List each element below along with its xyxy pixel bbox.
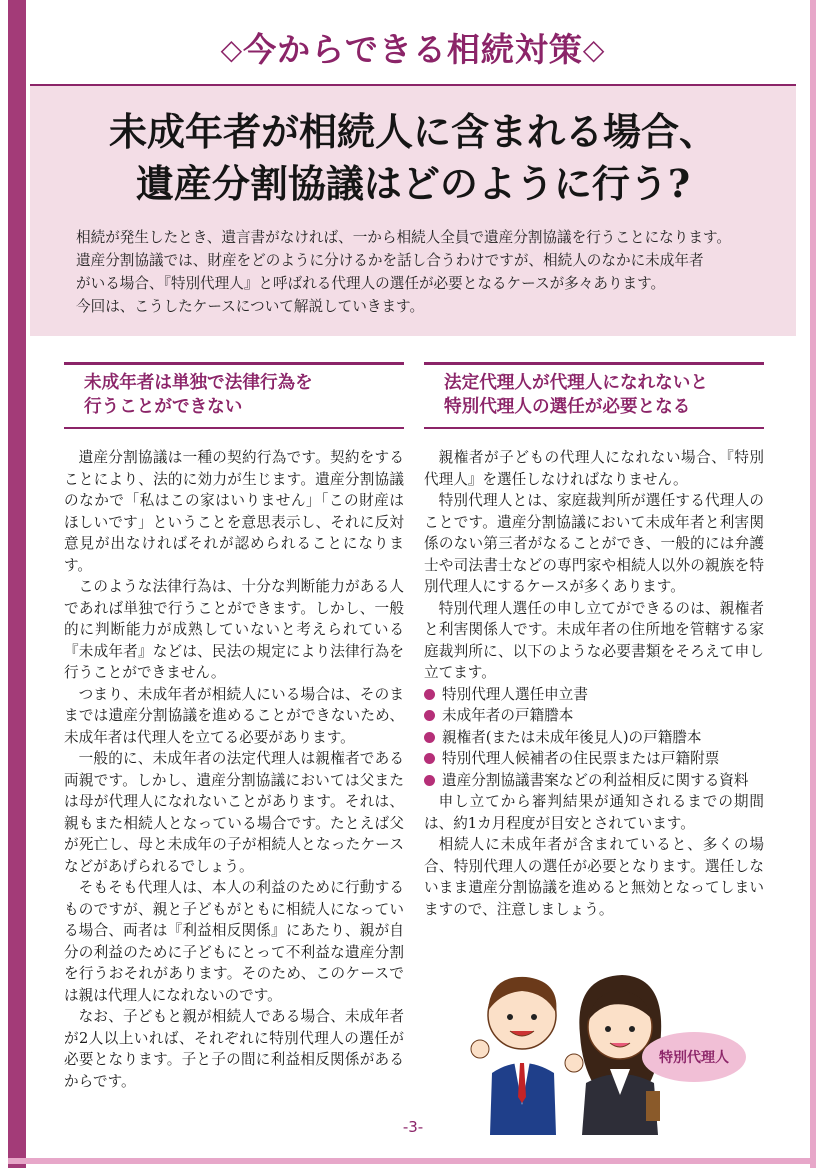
bullet-dot-icon (424, 689, 435, 700)
paragraph: 遺産分割協議は一種の契約行為です。契約をすることにより、法的に効力が生じます。遺産分割協議のなかで「私はこの家はいりません」「この財産はほしいです」ということを意思表示し、それに反対意見が出なければそれが認められることになります。 (64, 449, 404, 574)
left-heading-line-1: 未成年者は単独で法律行為を (84, 373, 313, 393)
intro-text (76, 226, 756, 318)
right-section-heading (424, 362, 764, 429)
bullet-dot-icon (424, 732, 435, 743)
paragraph: 一般的に、未成年者の法定代理人は親権者である両親です。しかし、遺産分割協議においては父または母が代理人になれないことがあります。それは、親もまた相続人となっている場合です。たとえば父が死亡し、母と未成年の子が相続人となったケースなどがあげられるでしょう。 (64, 750, 404, 875)
list-item (424, 705, 764, 727)
left-body (64, 447, 404, 1092)
right-accent-bar (810, 0, 816, 1168)
left-column (64, 362, 404, 1092)
intro-line: 今回は、こうしたケースについて解説していきます。 (76, 298, 425, 315)
page-number: -3- (402, 1118, 424, 1136)
diamond-right-icon: ◇ (582, 33, 606, 66)
paragraph: つまり、未成年者が相続人にいる場合は、そのままでは遺産分割協議を進めることができないため、未成年者は代理人を立てる必要があります。 (64, 685, 404, 746)
list-item-text: 親権者(または未成年後見人)の戸籍謄本 (442, 728, 702, 746)
list-item-text: 特別代理人選任申立書 (442, 685, 588, 703)
right-heading-line-2: 特別代理人の選任が必要となる (444, 397, 691, 417)
left-accent-bar (8, 0, 26, 1168)
bullet-dot-icon (424, 710, 435, 721)
list-item (424, 748, 764, 770)
paragraph: なお、子どもと親が相続人である場合、未成年者が2人以上いれば、それぞれに特別代理人の選任が必要となります。子と子の間に利益相反関係があるからです。 (64, 1008, 404, 1090)
man-figure-icon (471, 977, 556, 1135)
headline-line-2: 遺産分割協議はどのように行う? (135, 161, 691, 206)
right-column (424, 362, 764, 920)
list-item (424, 684, 764, 706)
left-section-heading (64, 362, 404, 429)
list-item-text: 未成年者の戸籍謄本 (442, 707, 574, 724)
paragraph: そもそも代理人は、本人の利益のために行動するものですが、親と子どもがともに相続人になっている場合、両者は『利益相反関係』にあたり、親が自分の利益のために子どもにとって不利益な遺産分割を行うおそれがあります。そのため、このケースでは親は代理人になれないのです。 (64, 879, 404, 1004)
right-body (424, 447, 764, 920)
intro-line: 遺産分割協議では、財産をどのように分けるかを話し合うわけですが、相続人のなかに未成年者 (76, 252, 704, 269)
intro-line: がいる場合、『特別代理人』と呼ばれる代理人の選任が必要となるケースが多々あります。 (76, 275, 666, 292)
headline-line-1: 未成年者が相続人に含まれる場合、 (108, 109, 717, 154)
list-item (424, 727, 764, 749)
bullet-dot-icon (424, 775, 435, 786)
diamond-left-icon: ◇ (220, 33, 244, 66)
list-item-text: 特別代理人候補者の住民票または戸籍附票 (442, 750, 720, 767)
paragraph: 申し立てから審判結果が通知されるまでの期間は、約1カ月程度が目安とされています。 (424, 793, 764, 832)
list-item-text: 遺産分割協議書案などの利益相反に関する資料 (442, 771, 749, 789)
list-item (424, 770, 764, 792)
paragraph: このような法律行為は、十分な判断能力がある人であれば単独で行うことができます。しかし、一般的に判断能力が成熟していないと考えられている『未成年者』などは、民法の規定により法律行為を行うことができません。 (64, 578, 404, 681)
paragraph: 親権者が子どもの代理人になれない場合、『特別代理人』を選任しなければなりません。 (424, 449, 764, 488)
bottom-accent-bar (8, 1158, 816, 1164)
special-agent-badge: 特別代理人 (642, 1032, 746, 1082)
paragraph: 特別代理人選任の申し立てができるのは、親権者と利害関係人です。未成年者の住所地を管轄する家庭裁判所に、以下のような必要書類をそろえて申し立てます。 (424, 599, 764, 681)
bullet-dot-icon (424, 753, 435, 764)
series-title-text: 今からできる相続対策 (243, 30, 583, 69)
hero-panel (30, 86, 796, 336)
required-documents-list (424, 684, 764, 792)
left-heading-line-2: 行うことができない (84, 397, 243, 417)
paragraph: 相続人に未成年者が含まれていると、多くの場合、特別代理人の選任が必要となります。選任しないまま遺産分割協議を進めると無効となってしまいますので、注意しましょう。 (424, 836, 764, 918)
series-title (40, 24, 786, 71)
intro-line: 相続が発生したとき、遺言書がなければ、一から相続人全員で遺産分割協議を行うことになります。 (76, 229, 731, 246)
paragraph: 特別代理人とは、家庭裁判所が選任する代理人のことです。遺産分割協議において未成年者と利害関係のない第三者がなることができ、一般的には弁護士や司法書士などの専門家や相続人以外の親族を特別代理人にするケースが多くあります。 (424, 492, 764, 595)
headline (30, 106, 796, 210)
right-heading-line-1: 法定代理人が代理人になれないと (444, 373, 708, 393)
